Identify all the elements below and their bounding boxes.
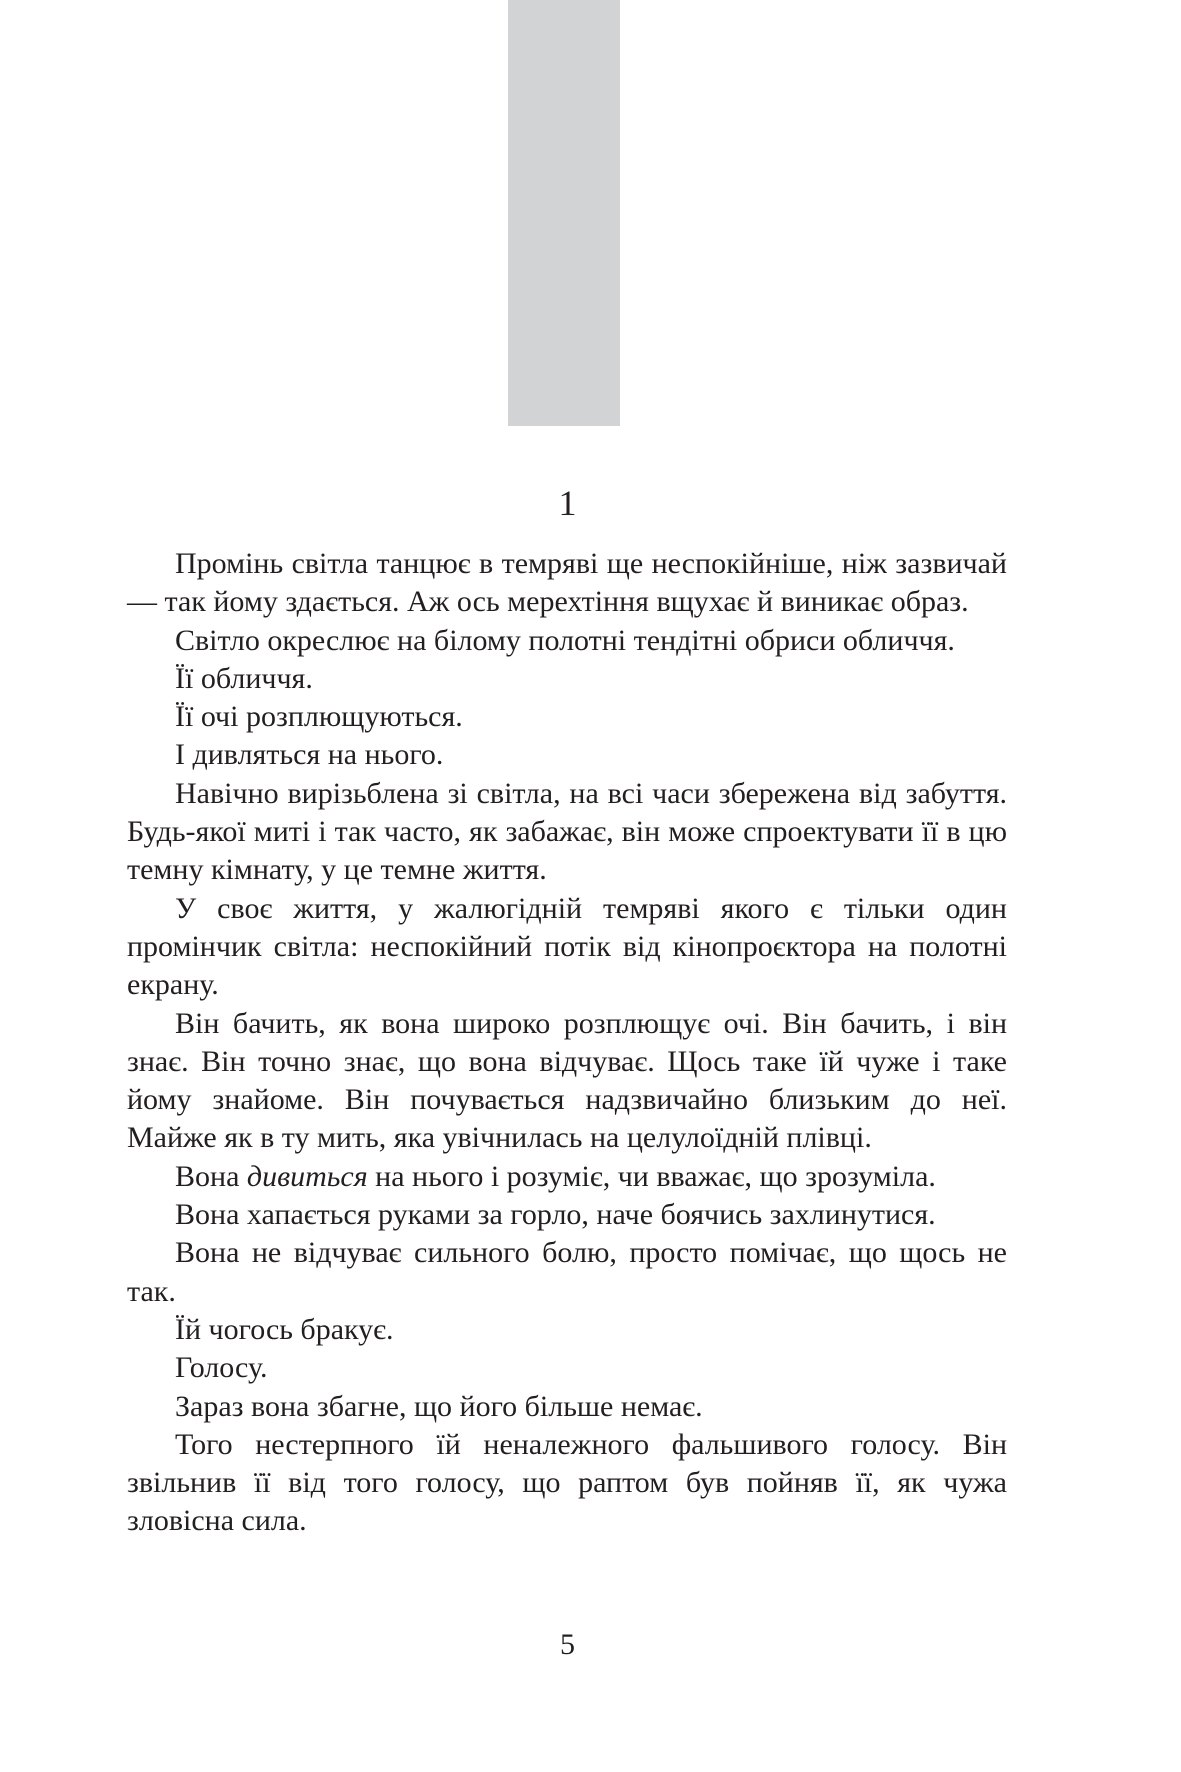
paragraph: Вона хапається руками за горло, наче боячись захлинутися. (175, 1198, 936, 1232)
paragraph: Зараз вона збагне, що його більше немає. (175, 1389, 703, 1423)
paragraph: Її очі розплющуються. (175, 700, 463, 734)
emphasis-word: дивиться (246, 1159, 368, 1193)
chapter-tab-marker (508, 0, 620, 426)
chapter-number: 1 (558, 483, 577, 523)
paragraph: Він бачить, як вона широко розплющує очі. Він бачить, і він знає. Він точно знає, що вона відчуває. Щось таке їй чуже і таке йому знайоме. Він почувається надзвичайно близьким до неї. Майже як в ту мить, яка увічнилась на целулоїдній плівці. (127, 1006, 1007, 1155)
paragraph: Того нестерпного їй неналежного фальшивого голосу. Він звільнив її від того голосу, що раптом був пойняв її, як чужа зловісна сила. (127, 1427, 1007, 1538)
body-text (127, 545, 1007, 1541)
paragraph: Промінь світла танцює в темряві ще неспокійніше, ніж зазвичай — так йому здається. Аж ось мерехтіння вщухає й виникає образ. (127, 547, 1007, 619)
paragraph: Голосу. (175, 1351, 268, 1385)
paragraph: Світло окреслює на білому полотні тендітні обриси обличчя. (175, 623, 955, 657)
paragraph: Її обличчя. (175, 661, 313, 695)
paragraph-with-emphasis (127, 1158, 1007, 1196)
page-number: 5 (560, 1628, 575, 1661)
paragraph-part: Вона (175, 1159, 247, 1193)
paragraph: І дивляться на нього. (175, 738, 444, 772)
paragraph: Їй чогось бракує. (175, 1312, 394, 1346)
paragraph: Навічно вирізьблена зі світла, на всі часи збережена від забуття. Будь-якої миті і так часто, як забажає, він може спроектувати її в цю темну кімнату, у це темне життя. (127, 776, 1007, 887)
paragraph: Вона не відчуває сильного болю, просто помічає, що щось не так. (127, 1236, 1007, 1308)
paragraph-part: на нього і розуміє, чи вважає, що зрозуміла. (367, 1159, 936, 1193)
paragraph: У своє життя, у жалюгідній темряві якого є тільки один промінчик світла: неспокійний потік від кінопроєктора на полотні екрану. (127, 891, 1007, 1002)
